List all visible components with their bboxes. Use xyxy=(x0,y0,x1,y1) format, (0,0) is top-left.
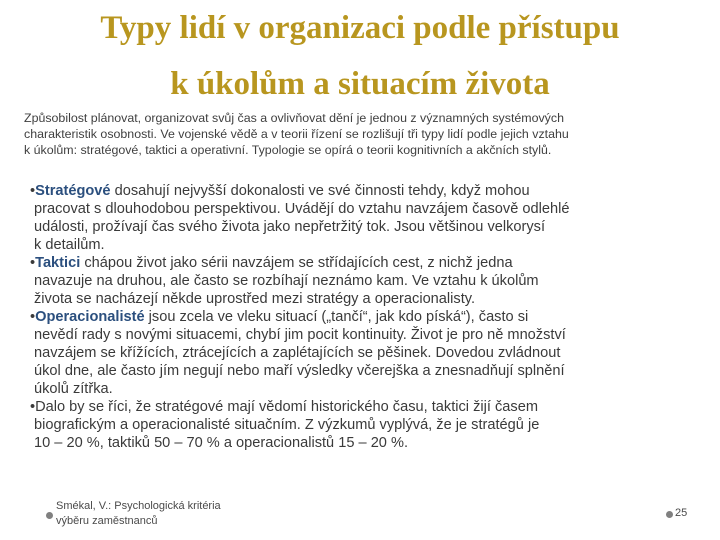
footer-left-dot-icon xyxy=(46,512,53,519)
bullet-marker: • xyxy=(30,183,36,199)
bullet-first-line xyxy=(30,308,710,326)
bullet-text: chápou život jako sérii navzájem se střídajících cest, z nichž jedna xyxy=(80,255,513,271)
bullet-first-line xyxy=(30,254,710,272)
bullet-text: jsou zcela ve vleku situací („tančí“, jak kdo píská“), často si xyxy=(144,309,529,325)
bullet-marker: • xyxy=(30,309,36,325)
intro-line-1: Způsobilost plánovat, organizovat svůj čas a ovlivňovat dění je jednou z významných systémových xyxy=(24,111,564,125)
footer-right-dot-icon xyxy=(666,511,673,518)
bullet-line: úkolů zítřka. xyxy=(34,381,113,397)
bullet-strategove xyxy=(30,182,710,254)
bullet-line: navzájem se křížících, ztrácejících a zaplétajících se pěšinek. Dovedou zvládnout xyxy=(34,345,561,361)
bullet-line: pracovat s dlouhodobou perspektivou. Uvádějí do vztahu navzájem časově odlehlé xyxy=(34,201,570,217)
bullet-first-line xyxy=(30,182,710,200)
intro-line-2: charakteristik osobnosti. Ve vojenské vědě a v teorii řízení se rozlišují tři typy lidí podle jejich vztahu xyxy=(24,127,569,141)
footer-source xyxy=(56,499,221,529)
slide-title-line-2: k úkolům a situacím života xyxy=(170,66,550,102)
bullet-line: 10 – 20 %, taktiků 50 – 70 % a operacionalistů 15 – 20 %. xyxy=(34,435,409,451)
page-number: 25 xyxy=(675,507,688,519)
bullet-term: Operacionalisté xyxy=(35,309,145,325)
bullet-line: biografickým a operacionalisté situačním. Z výzkumů vyplývá, že je stratégů je xyxy=(34,417,540,433)
bullet-line: života se nacházejí někde uprostřed mezi stratégy a operacionalisty. xyxy=(34,291,476,307)
bullet-text: dosahují nejvyšší dokonalosti ve své činnosti tehdy, když mohou xyxy=(110,183,530,199)
footer-source-line-2: výběru zaměstnanců xyxy=(56,515,158,527)
bullet-taktici xyxy=(30,254,710,308)
bullet-summary xyxy=(30,398,710,452)
slide-title xyxy=(40,0,680,112)
bullet-line: nevědí rady s novými situacemi, chybí jim pocit kontinuity. Život je pro ně množství xyxy=(34,327,566,343)
bullet-line: k detailům. xyxy=(34,237,105,253)
bullet-line: události, prožívají čas svého života jako nepřetržitý tok. Jsou většinou velkorysí xyxy=(34,219,546,235)
bullet-text: Dalo by se říci, že stratégové mají vědomí historického času, taktici žijí časem xyxy=(35,399,538,415)
intro-paragraph xyxy=(24,110,674,158)
bullet-marker: • xyxy=(30,255,36,271)
footer-source-line-1: Smékal, V.: Psychologická kritéria xyxy=(56,500,221,512)
slide-title-line-1: Typy lidí v organizaci podle přístupu xyxy=(100,10,620,46)
bullet-term: Taktici xyxy=(35,255,81,271)
bullet-term: Stratégové xyxy=(35,183,111,199)
bullet-line: úkol dne, ale často jím negují nebo maří výsledky včerejška a znesnadňují splnění xyxy=(34,363,565,379)
bullet-first-line xyxy=(30,398,710,416)
intro-line-3: k úkolům: stratégové, taktici a operativní. Typologie se opírá o teorii kognitivních a akčních stylů. xyxy=(24,143,552,157)
bullet-operacionaliste xyxy=(30,308,710,398)
bullet-marker: • xyxy=(30,399,36,415)
bullet-list xyxy=(30,182,710,452)
bullet-line: navazuje na druhou, ale často se rozbíhají neznámo kam. Ve vztahu k úkolům xyxy=(34,273,539,289)
